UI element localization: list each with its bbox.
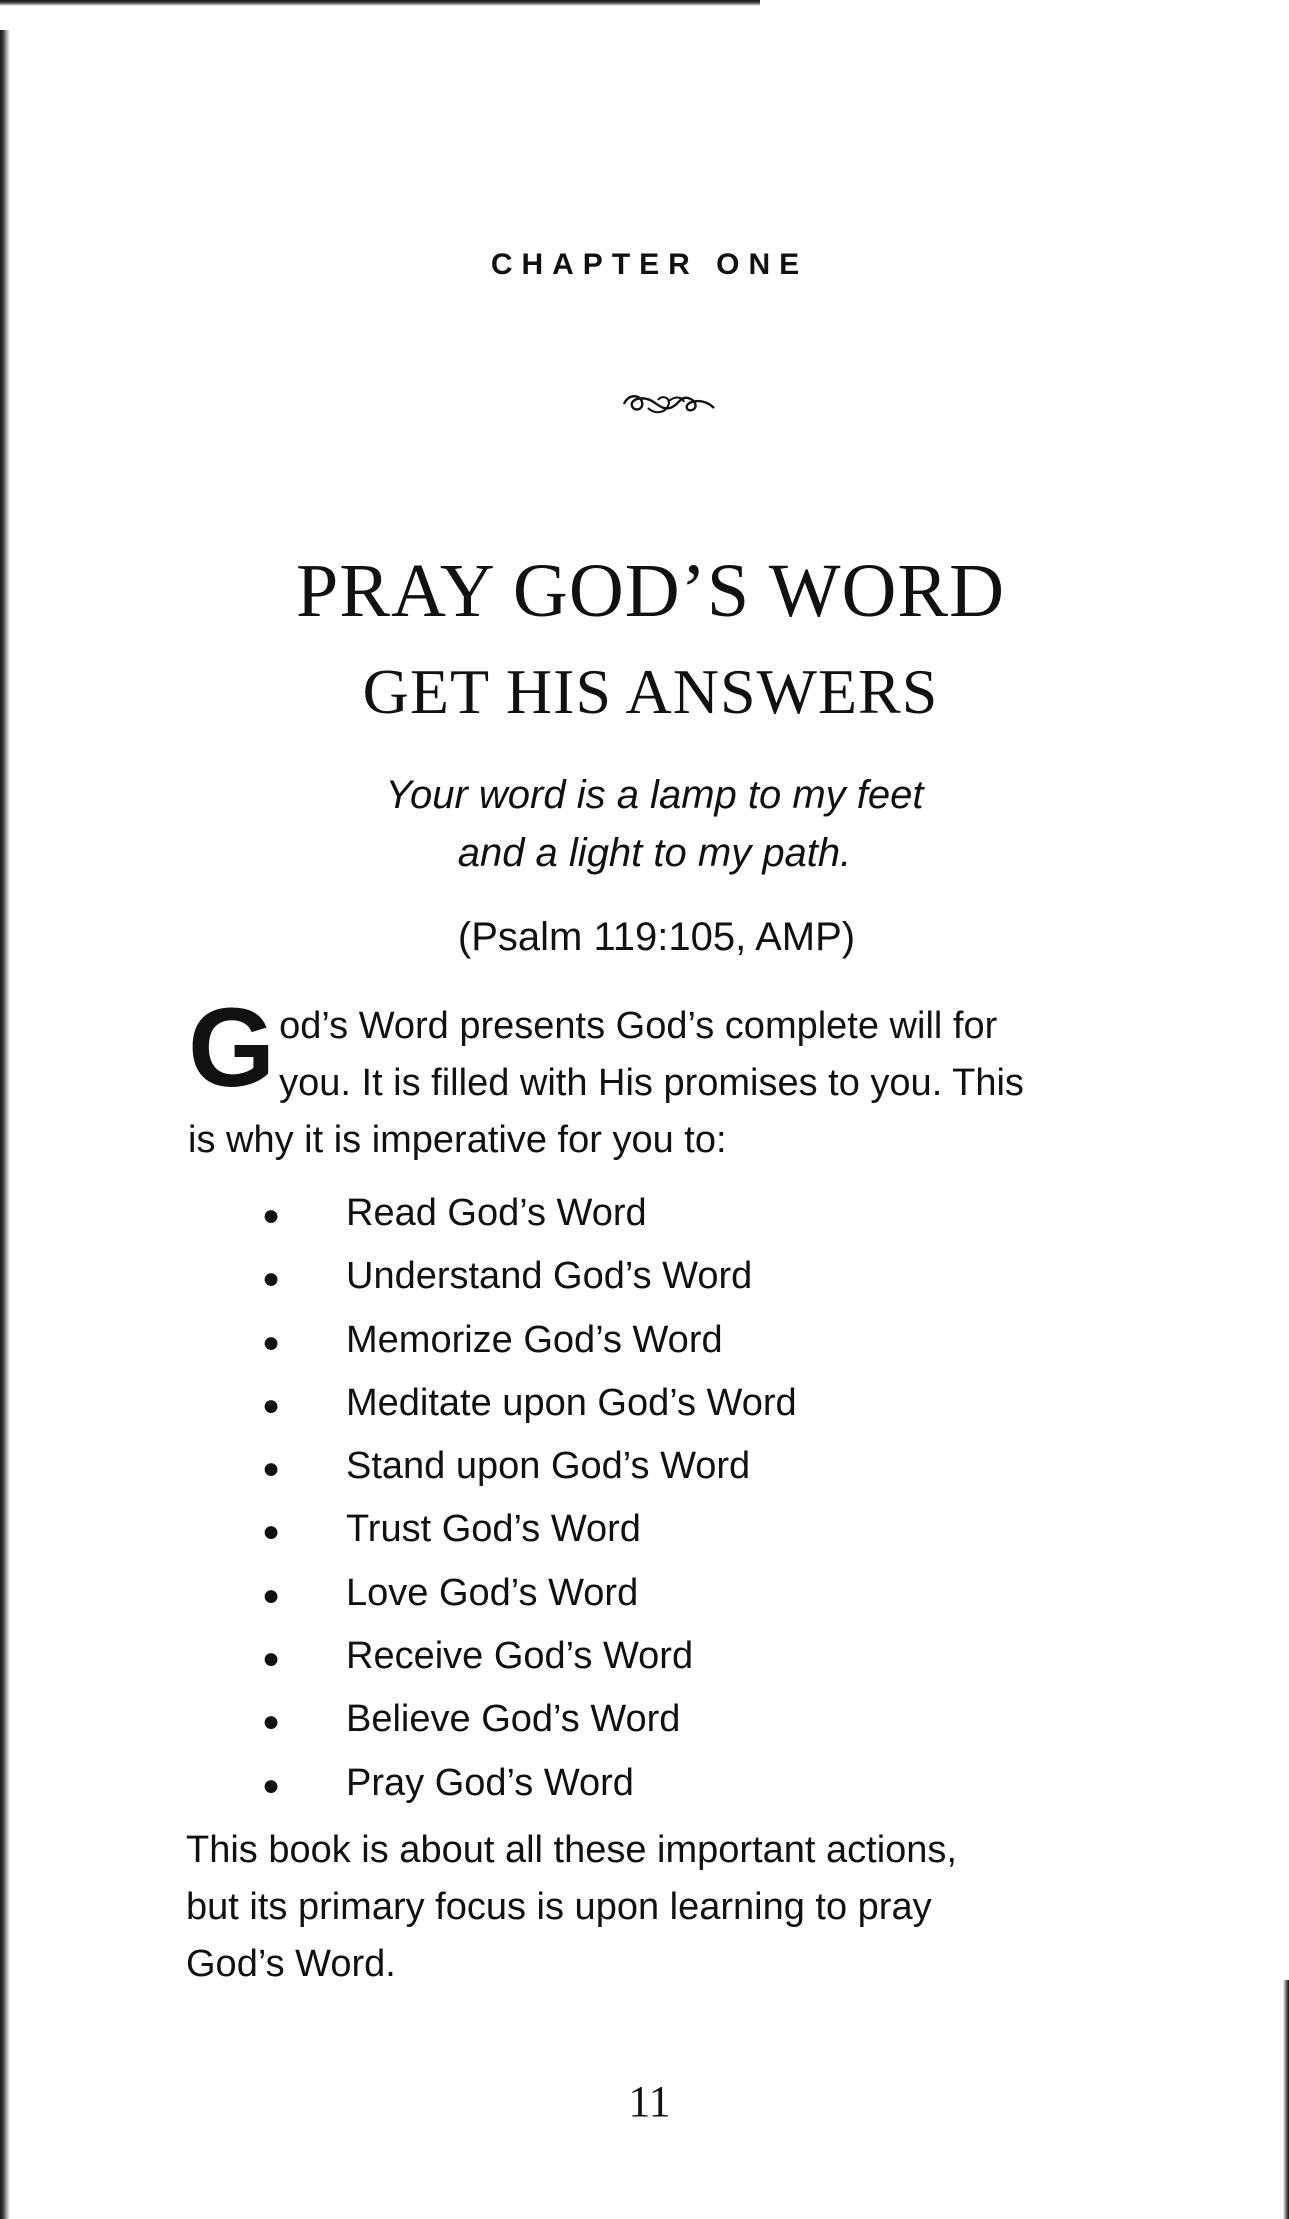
scroll-flourish-icon <box>618 386 718 422</box>
bullet-icon: ● <box>262 1515 281 1549</box>
epigraph-citation: (Psalm 119:105, AMP) <box>457 915 856 959</box>
epigraph-line: Your word is a lamp to my feet <box>385 773 924 817</box>
list-item <box>262 1688 797 1751</box>
outro-line: This book is about all these important actions, <box>186 1829 957 1871</box>
action-list <box>262 1182 797 1815</box>
list-item <box>262 1498 797 1561</box>
list-item-label: Stand upon God’s Word <box>346 1445 751 1488</box>
list-item <box>262 1245 797 1308</box>
list-item-label: Understand God’s Word <box>346 1255 753 1298</box>
list-item-label: Believe God’s Word <box>346 1698 681 1741</box>
drop-cap: G <box>188 985 276 1110</box>
outro-line: God’s Word. <box>186 1943 396 1985</box>
intro-line: od’s Word presents God’s complete will for <box>279 1005 998 1047</box>
outro-line: but its primary focus is upon learning to pray <box>186 1886 932 1928</box>
epigraph-verse <box>0 766 1289 882</box>
bullet-icon: ● <box>262 1578 281 1612</box>
list-item <box>262 1309 797 1372</box>
list-item-label: Meditate upon God’s Word <box>346 1381 797 1424</box>
list-item-label: Trust God’s Word <box>346 1508 641 1551</box>
intro-line: you. It is filled with His promises to you. This <box>279 1062 1024 1104</box>
bullet-icon: ● <box>262 1262 281 1296</box>
intro-paragraph <box>188 985 1148 1169</box>
list-item-label: Memorize God’s Word <box>346 1318 723 1361</box>
bullet-icon: ● <box>262 1199 281 1232</box>
bullet-icon: ● <box>262 1642 281 1676</box>
page-number: 11 <box>628 2077 671 2126</box>
page-edge-top <box>0 0 760 6</box>
list-item <box>262 1625 797 1688</box>
page-subtitle: GET HIS ANSWERS <box>362 656 939 727</box>
page-title: PRAY GOD’S WORD <box>296 549 1005 633</box>
bullet-icon: ● <box>262 1768 281 1802</box>
intro-line: is why it is imperative for you to: <box>188 1119 727 1161</box>
bullet-icon: ● <box>262 1388 281 1422</box>
bullet-icon: ● <box>262 1452 281 1486</box>
list-item <box>262 1435 797 1498</box>
bullet-icon: ● <box>262 1325 281 1359</box>
list-item <box>262 1752 797 1815</box>
list-item-label: Pray God’s Word <box>346 1761 634 1804</box>
list-item <box>262 1182 797 1245</box>
bullet-icon: ● <box>262 1705 281 1739</box>
list-item-label: Read God’s Word <box>346 1192 647 1234</box>
chapter-label: CHAPTER ONE <box>490 248 809 281</box>
list-item-label: Receive God’s Word <box>346 1635 694 1678</box>
list-item-label: Love God’s Word <box>346 1571 639 1614</box>
list-item <box>262 1372 797 1435</box>
outro-paragraph <box>186 1822 1146 1993</box>
list-item <box>262 1562 797 1625</box>
page-edge-left <box>0 30 10 2219</box>
epigraph-line: and a light to my path. <box>457 831 852 875</box>
